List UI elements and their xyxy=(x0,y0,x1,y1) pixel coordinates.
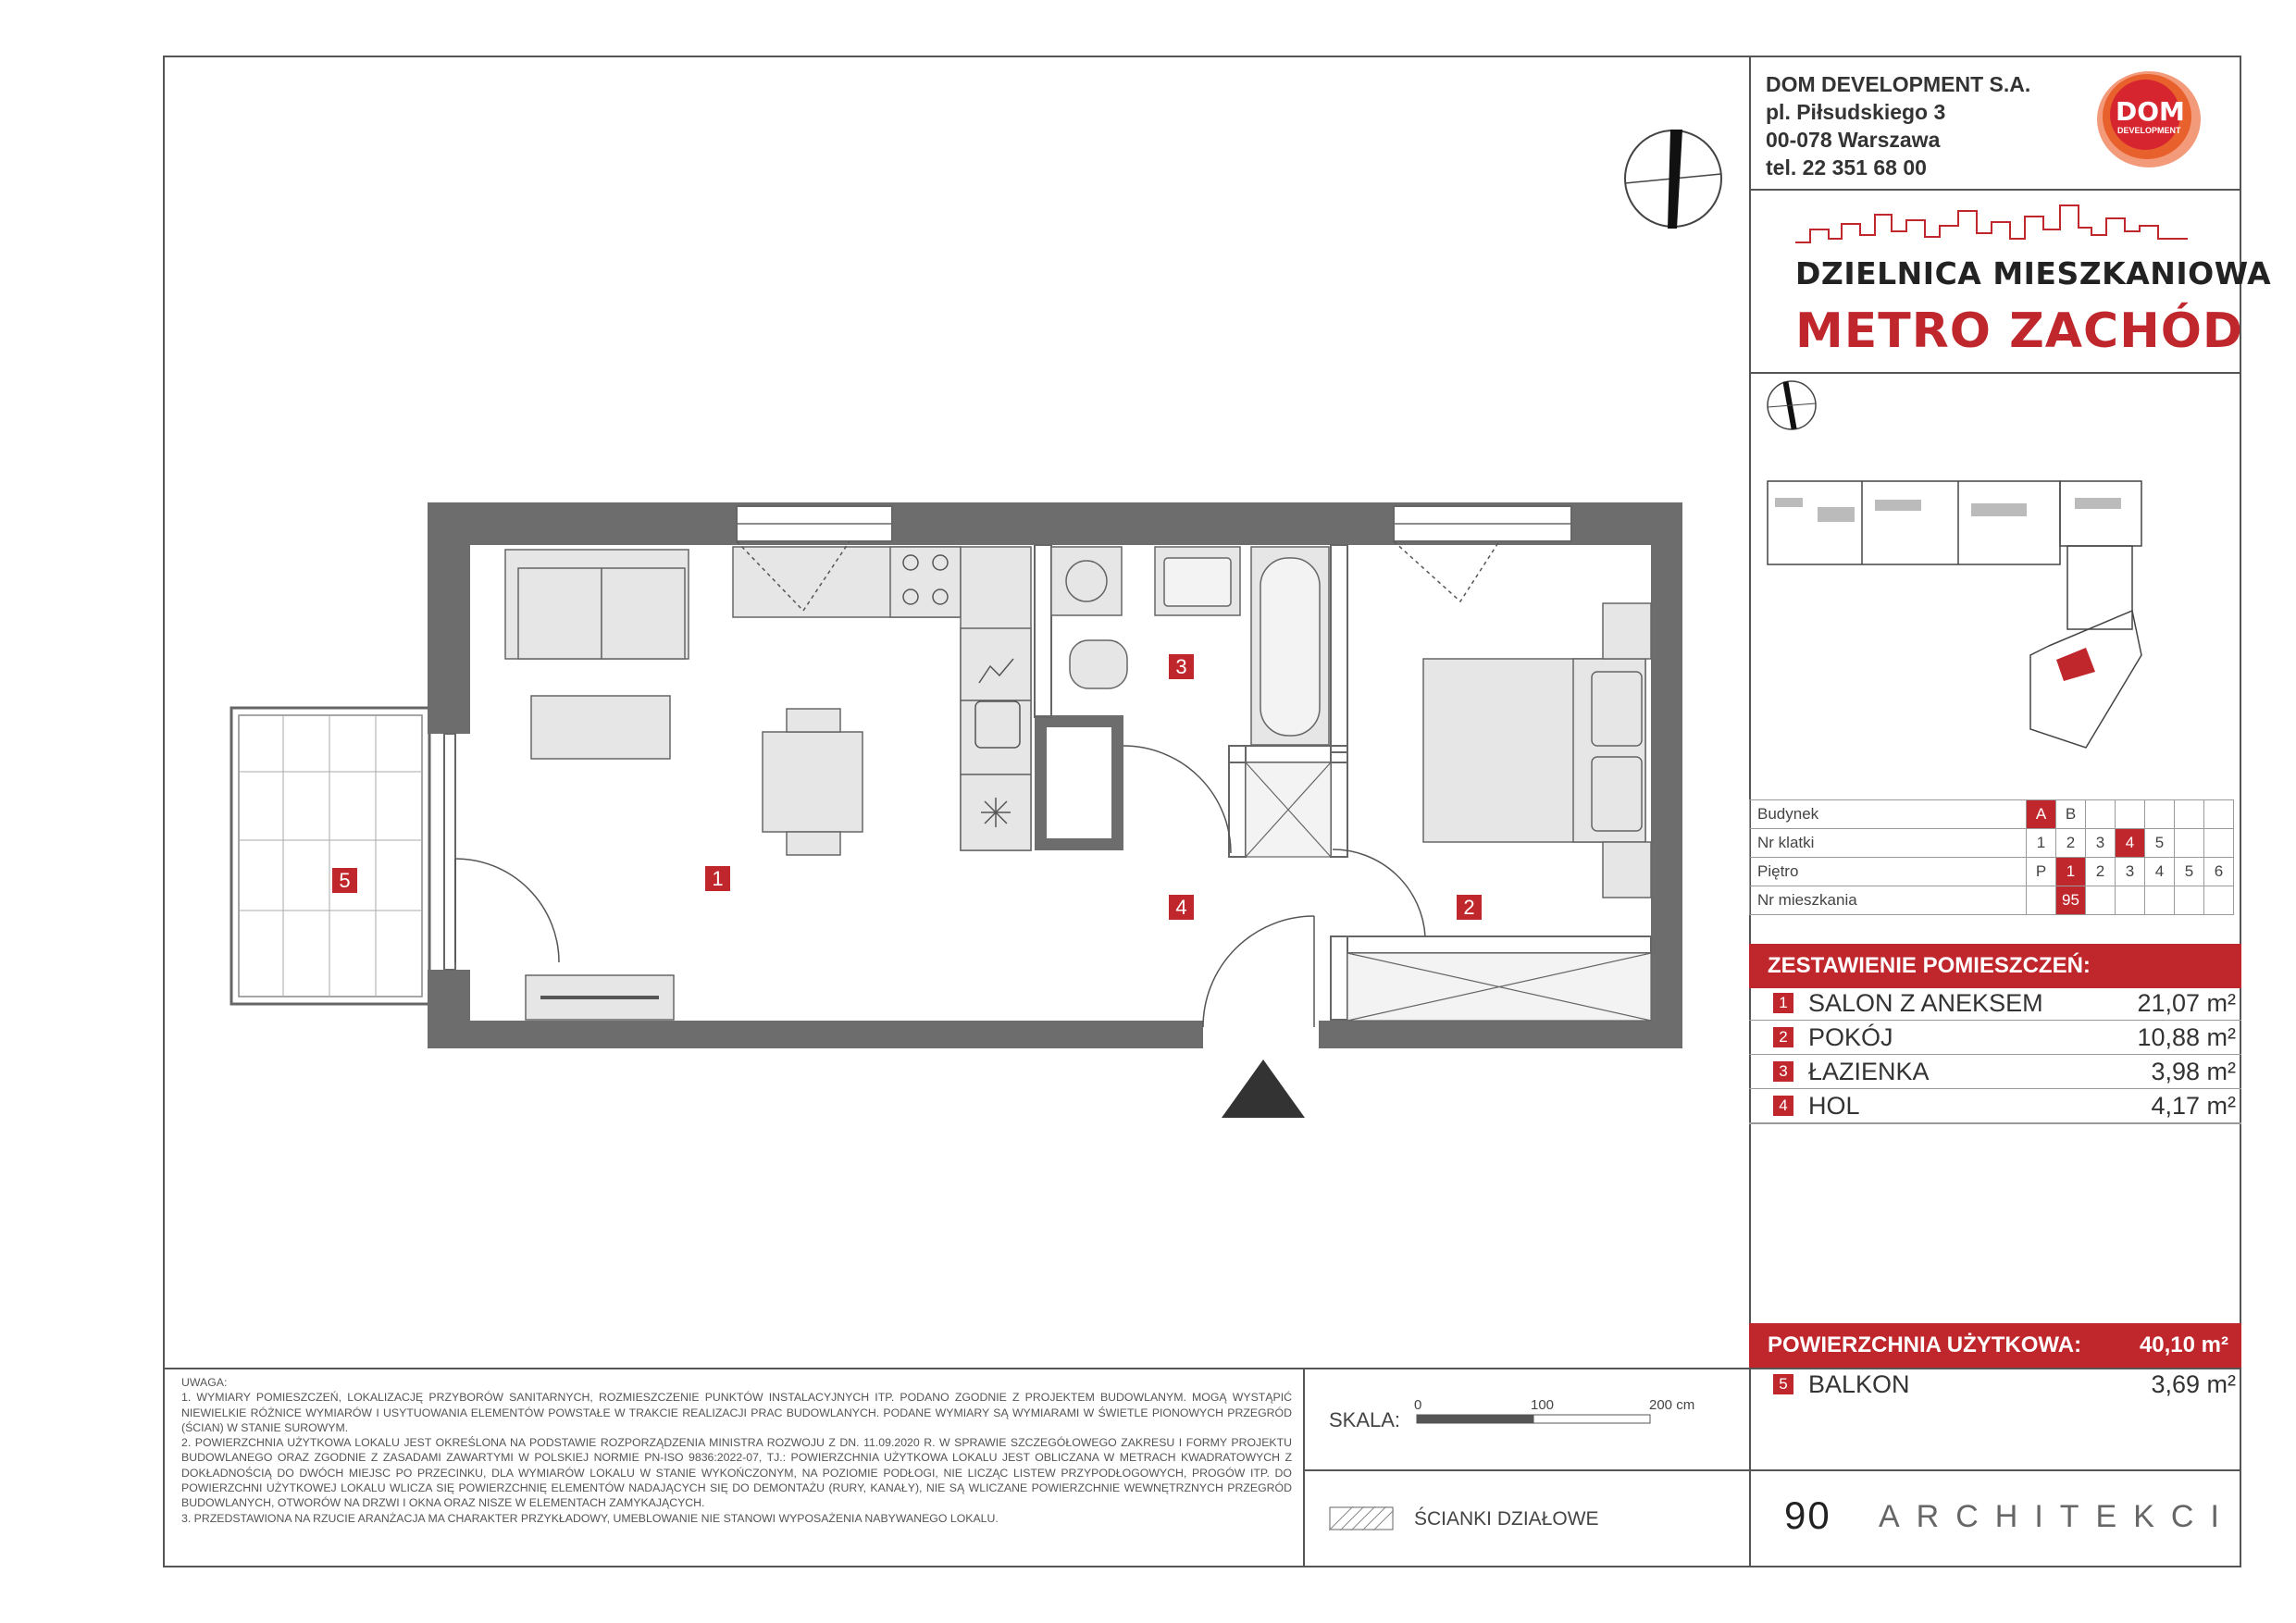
company-street: pl. Piłsudskiego 3 xyxy=(1766,100,1946,124)
total-area-bar xyxy=(1749,1323,2241,1368)
divider xyxy=(1303,1368,1305,1567)
info-cell: 5 xyxy=(2145,829,2175,858)
room-area: 21,07 m² xyxy=(2137,988,2236,1017)
skyline-icon xyxy=(1795,202,2193,257)
scale-bar xyxy=(1416,1414,1653,1425)
company-phone: tel. 22 351 68 00 xyxy=(1766,155,1927,180)
info-cell xyxy=(2086,800,2116,829)
rooms-header: ZESTAWIENIE POMIESZCZEŃ: xyxy=(1749,944,2241,988)
info-cell: 2 xyxy=(2086,858,2116,886)
info-cell: 1 xyxy=(2056,858,2086,886)
balcony-area: 3,69 m² xyxy=(2151,1369,2236,1398)
info-cell xyxy=(2175,829,2204,858)
dom-development-logo xyxy=(2093,68,2206,170)
note-2: 2. POWIERZCHNIA UŻYTKOWA LOKALU JEST OKREŚLONA NA PODSTAWIE ROZPORZĄDZENIA MINISTRA ROZWOJU Z DN. 11.09.2020 R. W SPRAWIE SZCZEGÓŁOWEGO ZAKRESU I FORMY PROJEKTU BUDOWLANEGO ORAZ ZGODNIE Z ZASADAMI ZAWARTYMI W POLSKIEJ NORMIE PN-ISO 9836:2022-07, TJ.: POWIERZCHNIA UŻYTKOWA LOKALU JEST OBLICZANA W METRACH KWADRATOWYCH Z DOKŁADNOŚCIĄ DO DWÓCH MIEJSC PO PRZECINKU, DLA WYMIARÓW LOKALU W STANIE WYKOŃCZONYM, NA POZIOMIE PODŁOGI, NIE LICZĄC LISTEW PRZYPODŁOGOWYCH, PROGÓW ITP. DO POWIERZCHNI UŻYTKOWEJ LOKALU WLICZA SIĘ POWIERZCHNIĘ ELEMENTÓW NADAJĄCYCH SIĘ DO DEMONTAŻU (RURY, KANAŁY), NIE SĄ WLICZANE POWIERZCHNIE WEWNĘTRZNYCH PRZEGRÓD BUDOWLANYCH, OTWORÓW NA DRZWI I OKNA ORAZ NISZE W ELEMENTACH ZAMYKAJĄCYCH. xyxy=(181,1436,1292,1510)
info-row-label: Budynek xyxy=(1750,800,2027,829)
company-city: 00-078 Warszawa xyxy=(1766,128,1941,152)
note-3: 3. PRZEDSTAWIONA NA RZUCIE ARANŻACJA MA CHARAKTER PRZYKŁADOWY, UMEBLOWANIE NIE STANOWI WYPOSAŻENIA NABYWANEGO LOKALU. xyxy=(181,1511,999,1525)
info-cell: 3 xyxy=(2116,858,2145,886)
info-cell xyxy=(2145,800,2175,829)
logo-text: DOM xyxy=(2116,96,2185,127)
info-cell xyxy=(2175,800,2204,829)
room-number: 4 xyxy=(1773,1096,1793,1116)
info-row xyxy=(1750,858,2234,886)
total-area-value: 40,10 m² xyxy=(2139,1332,2228,1357)
info-cell: 3 xyxy=(2086,829,2116,858)
note-1: 1. WYMIARY POMIESZCZEŃ, LOKALIZACJĘ PRZYBORÓW SANITARNYCH, ROZMIESZCZENIE PUNKTÓW INSTALACYJNYCH ITP. PODANO ZGODNIE Z PROJEKTEM BUDOWLANYM. MOGĄ WYSTĄPIĆ NIEWIELKIE RÓŻNICE WYMIARÓW I USYTUOWANIA ELEMENTÓW POWSTAŁE W TRAKCIE REALIZACJI PRAC BUDOWLANYCH. PODANE WYMIARY SĄ WYMIARAMI W ŚWIETLE PIONOWYCH PRZEGRÓD (ŚCIAN) W STANIE SUROWYM. xyxy=(181,1391,1292,1434)
plan-label-room-3: 3 xyxy=(1169,654,1194,679)
info-row-label: Nr mieszkania xyxy=(1750,886,2027,915)
plan-label-room-1: 1 xyxy=(705,866,730,891)
info-cell xyxy=(2175,886,2204,915)
info-row-label: Piętro xyxy=(1750,858,2027,886)
info-cell: A xyxy=(2027,800,2056,829)
plan-label-room-2: 2 xyxy=(1457,895,1482,920)
room-row xyxy=(1773,1055,2236,1088)
architect-number: 90 xyxy=(1784,1493,1831,1537)
room-row xyxy=(1773,1089,2236,1122)
info-cell xyxy=(2145,886,2175,915)
room-row xyxy=(1773,986,2236,1020)
room-area: 3,98 m² xyxy=(2151,1057,2236,1085)
balcony-number: 5 xyxy=(1773,1374,1793,1394)
info-cell xyxy=(2086,886,2116,915)
plan-label-room-4: 4 xyxy=(1169,895,1194,920)
small-compass-icon xyxy=(1768,381,1816,430)
balcony-row xyxy=(1773,1368,2236,1401)
room-number: 1 xyxy=(1773,993,1793,1013)
room-name: ŁAZIENKA xyxy=(1808,1057,1930,1085)
info-cell: 4 xyxy=(2116,829,2145,858)
hatch-legend-icon xyxy=(1329,1506,1394,1530)
legend-label: ŚCIANKI DZIAŁOWE xyxy=(1414,1508,1599,1530)
info-cell: P xyxy=(2027,858,2056,886)
info-row xyxy=(1750,829,2234,858)
info-cell xyxy=(2116,886,2145,915)
north-compass-icon xyxy=(1625,130,1721,229)
info-cell: 6 xyxy=(2204,858,2234,886)
divider xyxy=(1749,1123,2241,1124)
info-cell xyxy=(2204,829,2234,858)
info-cell: 4 xyxy=(2145,858,2175,886)
entrance-icon xyxy=(1222,1059,1305,1118)
notes-title: UWAGA: xyxy=(181,1376,228,1389)
scale-label: SKALA: xyxy=(1329,1408,1401,1431)
divider xyxy=(1749,1469,2241,1471)
room-name: HOL xyxy=(1808,1091,1860,1120)
info-cell xyxy=(2204,886,2234,915)
room-name: POKÓJ xyxy=(1808,1022,1893,1051)
room-area: 4,17 m² xyxy=(2151,1091,2236,1120)
info-cell: 95 xyxy=(2056,886,2086,915)
info-cell xyxy=(2204,800,2234,829)
info-row-label: Nr klatki xyxy=(1750,829,2027,858)
scale-tick-200: 200 cm xyxy=(1649,1397,1695,1413)
info-cell: 2 xyxy=(2056,829,2086,858)
plan-label-room-5: 5 xyxy=(332,868,357,893)
project-line1: DZIELNICA MIESZKANIOWA xyxy=(1795,255,2272,291)
logo-subtext: DEVELOPMENT xyxy=(2117,126,2181,135)
room-number: 2 xyxy=(1773,1027,1793,1047)
room-row xyxy=(1773,1021,2236,1054)
info-row xyxy=(1750,886,2234,915)
info-cell: 1 xyxy=(2027,829,2056,858)
balcony-name: BALKON xyxy=(1808,1369,1910,1398)
divider xyxy=(1303,1469,1749,1471)
info-cell xyxy=(2027,886,2056,915)
divider xyxy=(1749,189,2241,191)
company-name: DOM DEVELOPMENT S.A. xyxy=(1766,72,2031,96)
apartment-info-table xyxy=(1749,799,2234,915)
divider xyxy=(163,1368,1749,1369)
info-cell: B xyxy=(2056,800,2086,829)
info-row xyxy=(1750,800,2234,829)
scale-tick-0: 0 xyxy=(1414,1397,1422,1413)
notes xyxy=(181,1375,1292,1526)
floor-plan xyxy=(163,56,1749,1369)
info-cell: 5 xyxy=(2175,858,2204,886)
architect-name: ARCHITEKCI xyxy=(1879,1499,2236,1534)
room-number: 3 xyxy=(1773,1061,1793,1082)
room-name: SALON Z ANEKSEM xyxy=(1808,988,2043,1017)
room-area: 10,88 m² xyxy=(2137,1022,2236,1051)
divider xyxy=(1749,372,2241,374)
total-area-label: POWIERZCHNIA UŻYTKOWA: xyxy=(1768,1332,2082,1357)
balcony xyxy=(231,708,429,1004)
info-cell xyxy=(2116,800,2145,829)
key-plan xyxy=(1753,378,2243,785)
project-line2: METRO ZACHÓD xyxy=(1795,304,2244,359)
company-address xyxy=(1766,70,2030,181)
scale-tick-100: 100 xyxy=(1531,1397,1555,1413)
